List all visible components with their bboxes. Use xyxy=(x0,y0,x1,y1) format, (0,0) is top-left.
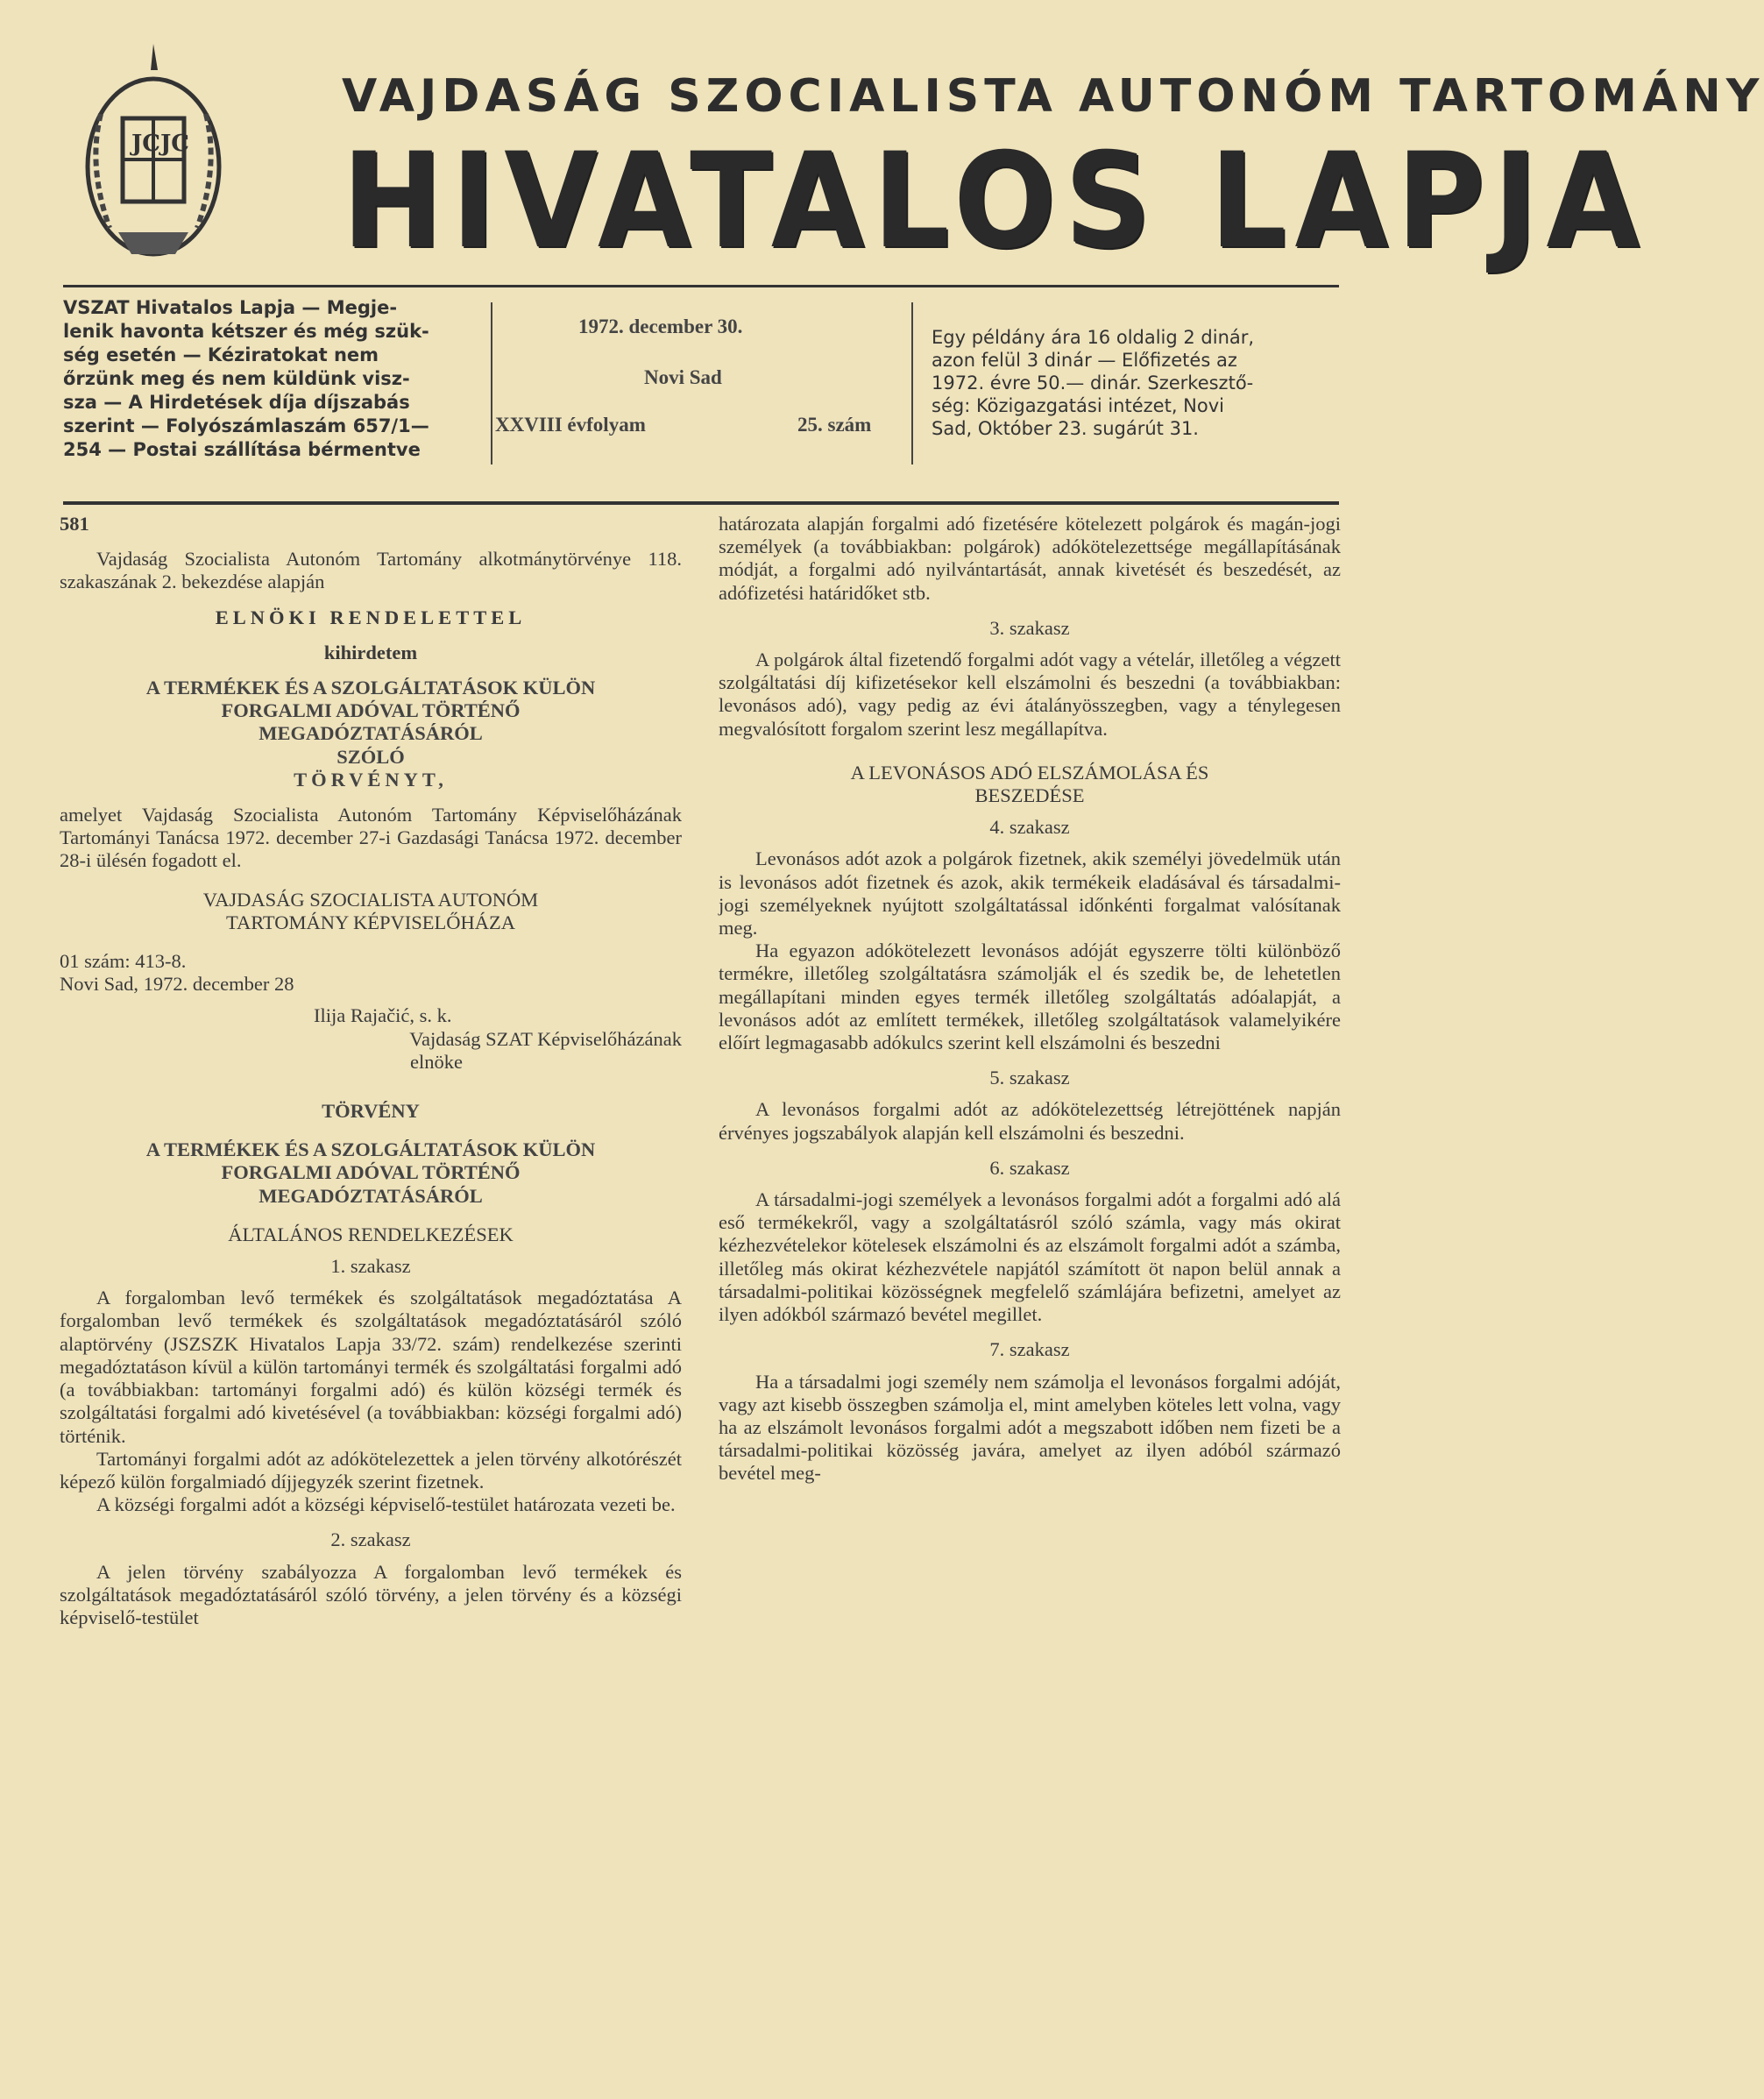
section-paragraph: A jelen törvény szabályozza A forgalomban levő termékek és szolgáltatások megadóztatásáról szóló törvény, a jelen törvény és a községi képviselő-testület xyxy=(60,1560,682,1628)
law-word: TÖRVÉNYT, xyxy=(294,768,448,791)
header-publication-info xyxy=(63,296,466,462)
reference-date: Novi Sad, 1972. december 28 xyxy=(60,973,294,996)
section-paragraph: A forgalomban levő termékek és szolgáltatások megadóztatása A forgalomban levő termékek és szolgáltatások megadóztatásáról szóló alaptörvény (JSZSZK Hivatalos Lapja 33/72. szám) rendelkezése szerinti megadóztatáson kívül a külön tartományi termék és szolgáltatási forgalmi adó (a továbbiakban: tartományi forgalmi adó) és külön községi termék és szolgáltatási forgalmi adó kivetésével (a továbbiakban: községi forgalmi adó) történik. xyxy=(60,1287,682,1447)
header-right-line: Sad, Október 23. sugárút 31. xyxy=(932,418,1199,439)
left-column xyxy=(60,513,682,1629)
masthead-subtitle: VAJDASÁG SZOCIALISTA AUTONÓM TARTOMÁNY xyxy=(342,70,1764,123)
signer-role: elnöke xyxy=(410,1050,463,1073)
header-left-line: sza — A Hirdetések díja díjszabás xyxy=(63,392,410,413)
header-left-line: ség esetén — Kéziratokat nem xyxy=(63,344,379,365)
section-paragraph: Ha egyazon adókötelezett levonásos adóját egyszerre tölti különböző termékre, illetőleg szolgáltatásra számolják el és szedik be, de lehetetlen megállapítani minden egyes termék illetőleg szolgáltatás adóalapját, a levonásos adót az említett termékek, illetőleg szolgáltatások valamelyikére előírt legmagasabb adókulcs szerint kell elszámolni és beszedni xyxy=(719,940,1341,1054)
law-title-line: MEGADÓZTATÁSÁRÓL xyxy=(259,1184,483,1207)
intro-paragraph: Vajdaság Szocialista Autonóm Tartomány alkotmánytörvénye 118. szakaszának 2. bekezdése alapján xyxy=(60,548,682,593)
issue-volume: XXVIII évfolyam xyxy=(495,414,646,436)
coat-of-arms-icon xyxy=(70,35,237,272)
header-left-line: szerint — Folyószámlaszám 657/1— xyxy=(63,415,429,436)
header-right-line: azon felül 3 dinár — Előfizetés az xyxy=(932,350,1237,371)
law-title-line: A TERMÉKEK ÉS A SZOLGÁLTATÁSOK KÜLÖN xyxy=(145,677,596,699)
law-title-line: MEGADÓZTATÁSÁRÓL xyxy=(259,722,483,745)
section-paragraph: A polgárok által fizetendő forgalmi adót vagy a vételár, illetőleg a végzett szolgáltatási díj kifizetésekor kell elszámolni és beszedni (a továbbiakban: levonásos adó), vagy pedig az évi átalányösszegben, vagy a ténylegesen megvalósított forgalom szerint lesz megállapítva. xyxy=(719,649,1341,740)
section-paragraph: A községi forgalmi adót a községi képviselő-testület határozata vezeti be. xyxy=(96,1493,676,1516)
signer-role: Vajdaság SZAT Képviselőházának xyxy=(409,1027,682,1050)
section-heading: 5. szakasz xyxy=(989,1067,1070,1089)
section-paragraph: A levonásos forgalmi adót az adókötelezettség létrejöttének napján érvényes jogszabályok alapján kell elszámolni és beszedni. xyxy=(719,1098,1341,1144)
header-left-line: VSZAT Hivatalos Lapja — Megje- xyxy=(63,297,398,318)
issue-place: Novi Sad xyxy=(644,366,722,388)
header-right-line: ség: Közigazgatási intézet, Novi xyxy=(932,395,1224,416)
law-title-line: SZÓLÓ xyxy=(337,745,405,768)
document-number: 581 xyxy=(60,513,89,535)
section-paragraph: Levonásos adót azok a polgárok fizetnek, akik személyi jövedelmük után is levonásos adót fizetnek és azok, akik termékeik eladásával és társadalmi-jogi személyeknek nyújtott szolgáltatással időnkénti forgalmat valósítanak meg. xyxy=(719,847,1341,940)
section-heading: 7. szakasz xyxy=(989,1338,1070,1361)
assembly-name: TARTOMÁNY KÉPVISELŐHÁZA xyxy=(226,911,515,933)
header-left-line: 254 — Postai szállítása bérmentve xyxy=(63,439,421,460)
section-paragraph: határozata alapján forgalmi adó fizetésére kötelezett polgárok és magán-jogi személyek (a továbbiakban: polgárok) adókötelezettsége megállapításának módját, a forgalmi adó nyilvántartását, annak kivetését és beszedését, az adófizetési határidőket stb. xyxy=(719,513,1341,604)
assembly-name: VAJDASÁG SZOCIALISTA AUTONÓM xyxy=(202,888,539,911)
divider xyxy=(491,302,492,464)
law-heading: TÖRVÉNY xyxy=(322,1100,420,1123)
right-column xyxy=(719,513,1341,1486)
header-right-line: 1972. évre 50.— dinár. Szerkesztő- xyxy=(932,372,1254,394)
chapter-heading: ÁLTALÁNOS RENDELKEZÉSEK xyxy=(228,1223,514,1245)
promulgate-text: kihirdetem xyxy=(323,641,418,663)
svg-text:JCJC: JCJC xyxy=(131,131,189,157)
section-paragraph: A társadalmi-jogi személyek a levonásos forgalmi adót a forgalmi adó alá eső termékekről, vagy a szolgáltatásról szóló számla, vagy más okirat kézhezvételekor kötelesek elszámolni és az elszámolt forgalmi adót a számba, illetőleg más okirat kézhezvétele napjától számított öt napon belül annak a társadalmi-politikai közösségnek megfelelő számlájára befizetni, amelyet az ilyen adókból származó bevétel megillet. xyxy=(719,1188,1341,1326)
section-heading: 3. szakasz xyxy=(989,616,1070,639)
signer-name: Ilija Rajačić, s. k. xyxy=(314,1004,452,1027)
section-heading: 1. szakasz xyxy=(330,1255,411,1278)
law-title-line: FORGALMI ADÓVAL TÖRTÉNŐ xyxy=(221,699,521,722)
divider xyxy=(911,302,913,464)
law-title-line: A TERMÉKEK ÉS A SZOLGÁLTATÁSOK KÜLÖN xyxy=(145,1138,596,1161)
divider xyxy=(63,285,1339,287)
reference-number: 01 szám: 413-8. xyxy=(60,950,187,973)
chapter-heading: BESZEDÉSE xyxy=(974,784,1085,807)
header-price-info xyxy=(932,326,1335,440)
divider xyxy=(63,501,1339,505)
header-left-line: őrzünk meg és nem küldünk visz- xyxy=(63,368,410,389)
masthead-title: HIVATALOS LAPJA xyxy=(342,125,1648,278)
section-heading: 6. szakasz xyxy=(989,1156,1070,1179)
chapter-heading: A LEVONÁSOS ADÓ ELSZÁMOLÁSA ÉS xyxy=(850,761,1209,784)
header-right-line: Egy példány ára 16 oldalig 2 dinár, xyxy=(932,327,1255,348)
issue-number: 25. szám xyxy=(797,414,872,436)
issue-date: 1972. december 30. xyxy=(578,316,743,337)
section-paragraph: Tartományi forgalmi adót az adókötelezettek a jelen törvény alkotórészét képező külön forgalmiadó díjjegyzék szerint fizetnek. xyxy=(60,1447,682,1493)
header-left-line: lenik havonta kétszer és még szük- xyxy=(63,321,429,342)
section-paragraph: Ha a társadalmi jogi személy nem számolja el levonásos forgalmi adóját, vagy azt kisebb összegben számolja el, mint amelyben köteles lett volna, vagy ha az elszámolt levonásos forgalmi adót a megszabott időben nem fizeti be a társadalmi-politikai közösség javára, amelyet az ilyen adóból származó bevétel meg- xyxy=(719,1370,1341,1485)
section-heading: 4. szakasz xyxy=(989,816,1070,839)
law-title-line: FORGALMI ADÓVAL TÖRTÉNŐ xyxy=(221,1161,521,1184)
section-heading: 2. szakasz xyxy=(330,1528,411,1551)
decree-heading: ELNÖKI RENDELETTEL xyxy=(215,606,527,628)
adoption-paragraph: amelyet Vajdaság Szocialista Autonóm Tartomány Képviselőházának Tartományi Tanácsa 1972. december 27-i Gazdasági Tanácsa 1972. december 28-i ülésén fogadott el. xyxy=(60,804,682,872)
